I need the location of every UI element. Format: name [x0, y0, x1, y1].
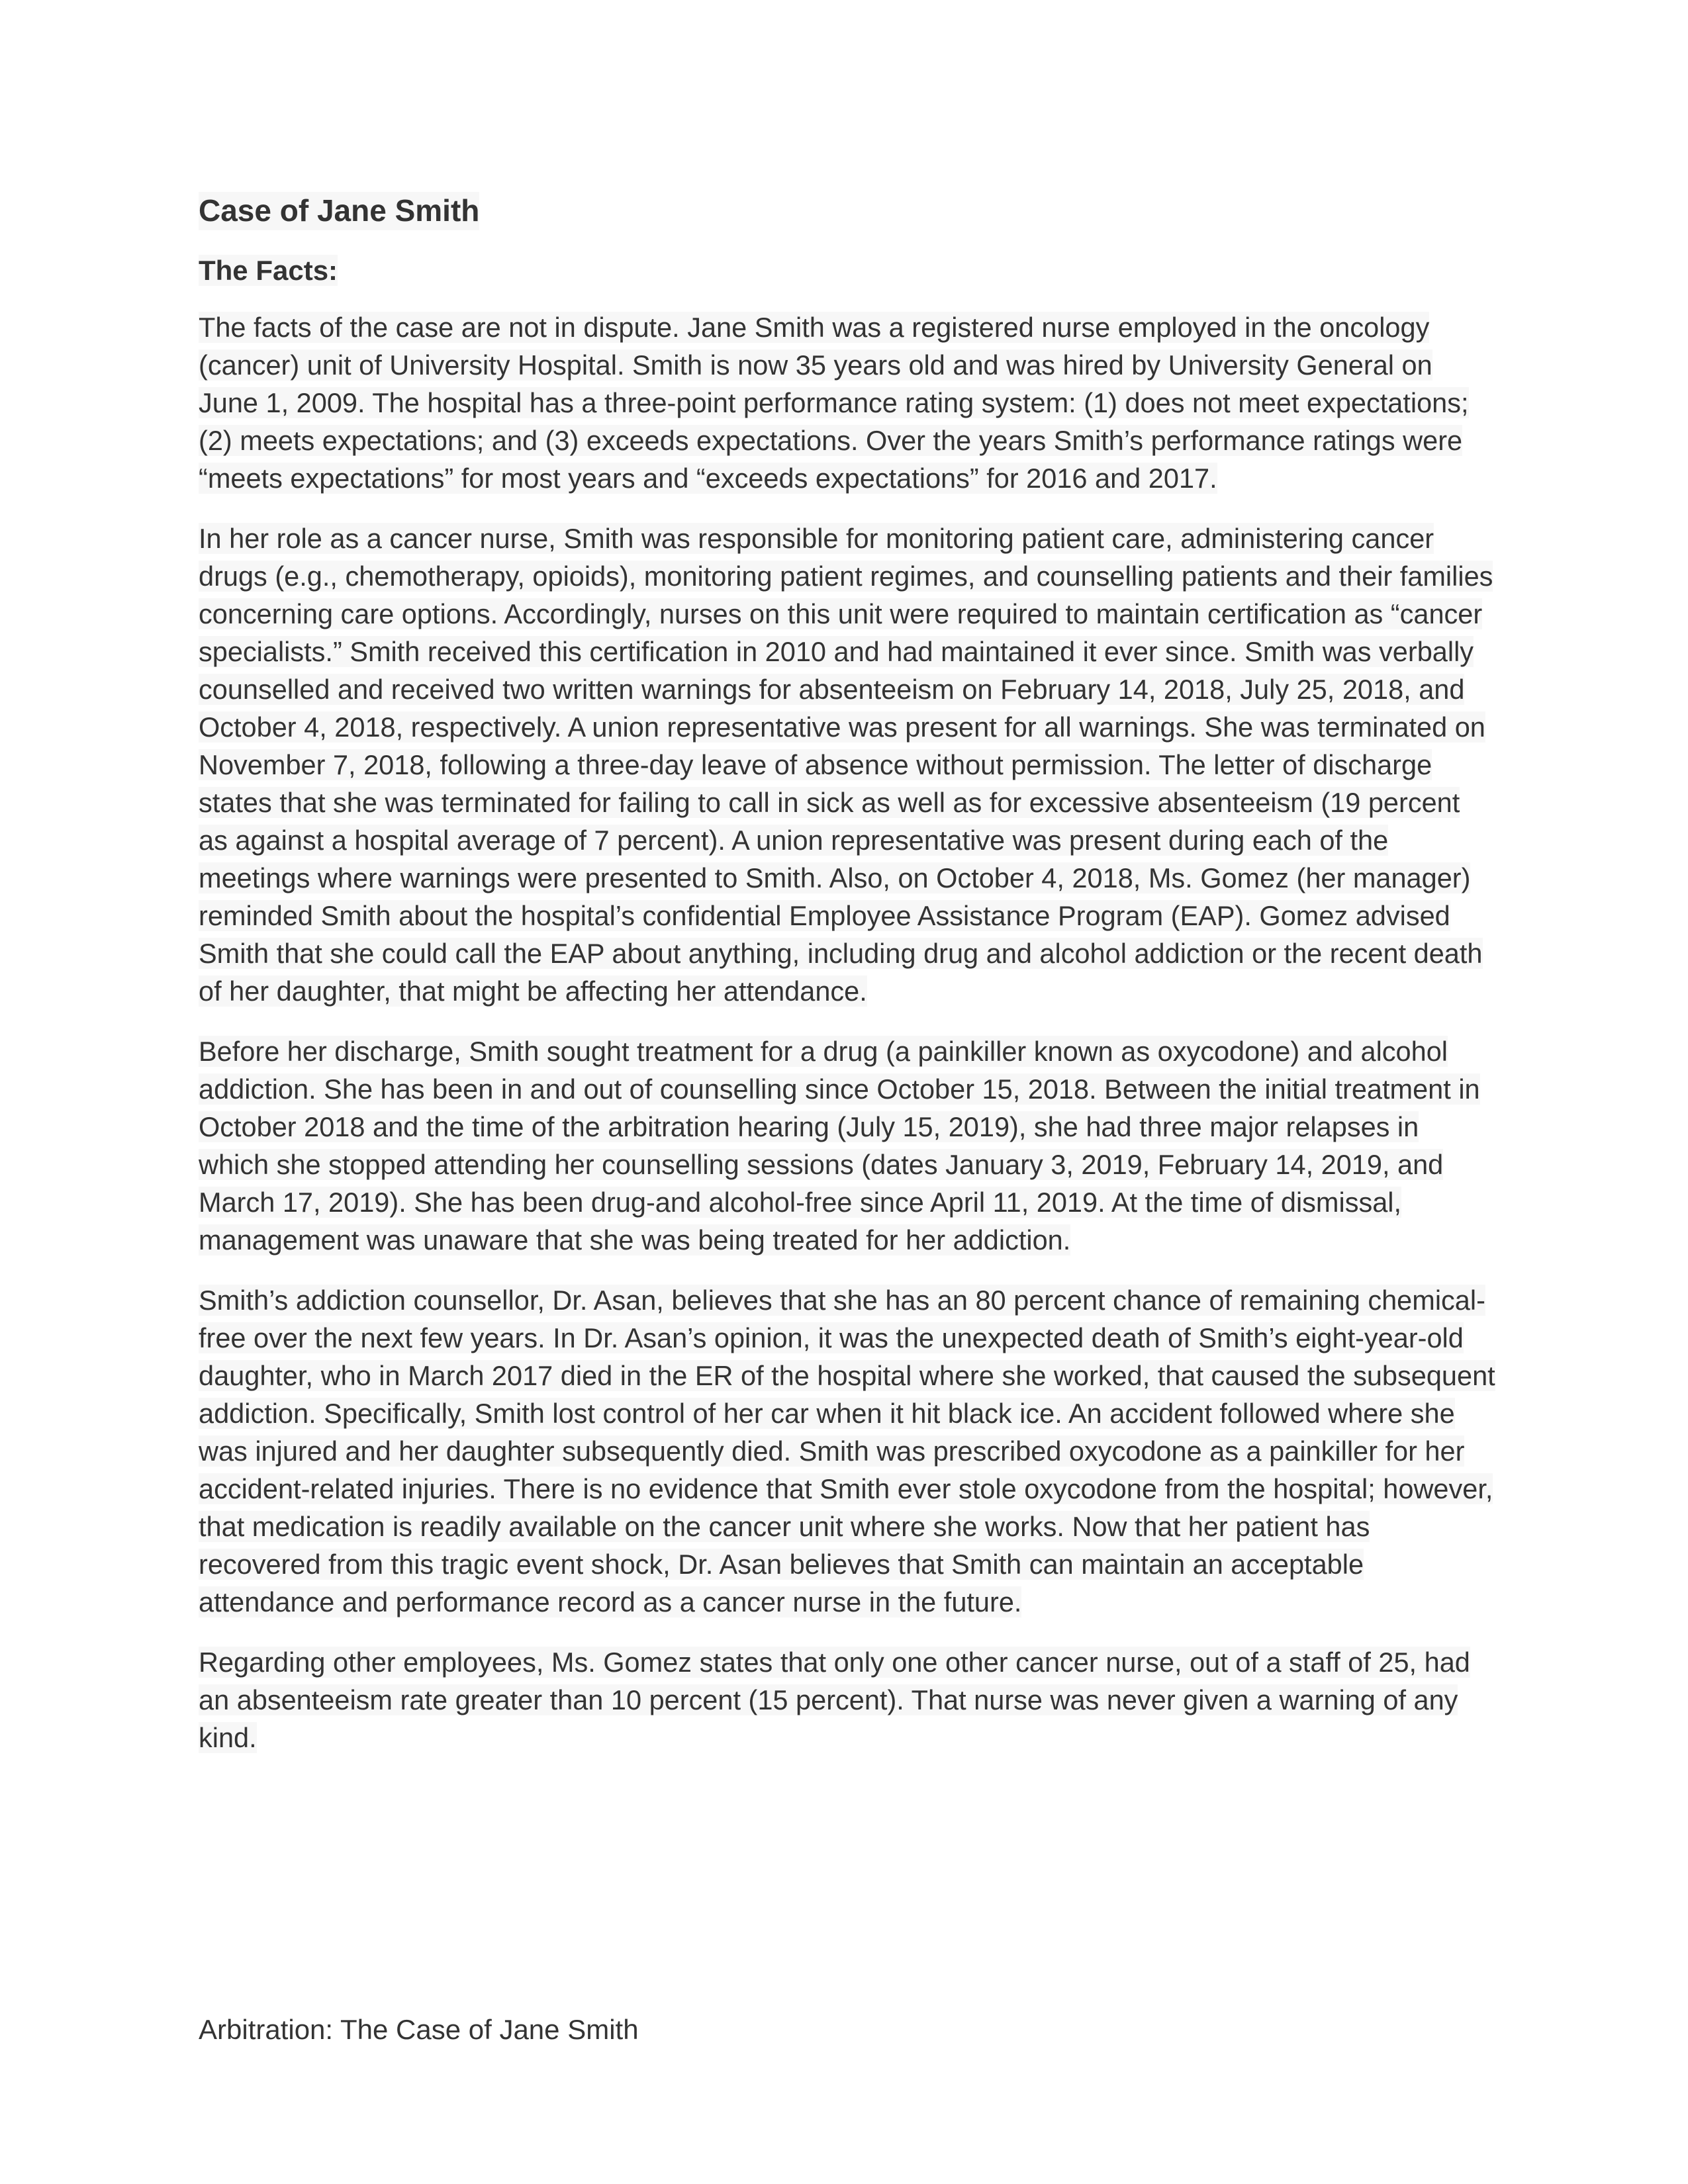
- section-heading: [199, 253, 1496, 289]
- paragraph-2-text: In her role as a cancer nurse, Smith was responsible for monitoring patient care, administering cancer drugs (e.g., chemotherapy, opioids), monitoring patient regimes, and counselling patients and their families concerning care options. Accordingly, nurses on this unit were required to maintain certification as “cancer specialists.” Smith received this certification in 2010 and had maintained it ever since. Smith was verbally counselled and received two written warnings for absenteeism on February 14, 2018, July 25, 2018, and October 4, 2018, respectively. A union representative was present for all warnings. She was terminated on November 7, 2018, following a three-day leave of absence without permission. The letter of discharge states that she was terminated for failing to call in sick as well as for excessive absenteeism (19 percent as against a hospital average of 7 percent). A union representative was present during each of the meetings where warnings were presented to Smith. Also, on October 4, 2018, Ms. Gomez (her manager) reminded Smith about the hospital’s confidential Employee Assistance Program (EAP). Gomez advised Smith that she could call the EAP about anything, including drug and alcohol addiction or the recent death of her daughter, that might be affecting her attendance.: [199, 523, 1493, 1007]
- section-heading-text: The Facts:: [199, 254, 338, 286]
- paragraph-4: [199, 1281, 1496, 1621]
- paragraph-1: [199, 308, 1496, 497]
- page-footer: Arbitration: The Case of Jane Smith: [199, 2014, 639, 2045]
- paragraph-3: [199, 1032, 1496, 1259]
- document-body: [199, 192, 1496, 1779]
- paragraph-4-text: Smith’s addiction counsellor, Dr. Asan, believes that she has an 80 percent chance of remaining chemical-free over the next few years. In Dr. Asan’s opinion, it was the unexpected death of Smith’s eight-year-old daughter, who in March 2017 died in the ER of the hospital where she worked, that caused the subsequent addiction. Specifically, Smith lost control of her car when it hit black ice. An accident followed where she was injured and her daughter subsequently died. Smith was prescribed oxycodone as a painkiller for her accident-related injuries. There is no evidence that Smith ever stole oxycodone from the hospital; however, that medication is readily available on the cancer unit where she works. Now that her patient has recovered from this tragic event shock, Dr. Asan believes that Smith can maintain an acceptable attendance and performance record as a cancer nurse in the future.: [199, 1285, 1495, 1618]
- paragraph-1-text: The facts of the case are not in dispute. Jane Smith was a registered nurse employed in the oncology (cancer) unit of University Hospital. Smith is now 35 years old and was hired by University General on June 1, 2009. The hospital has a three-point performance rating system: (1) does not meet expectations; (2) meets expectations; and (3) exceeds expectations. Over the years Smith’s performance ratings were “meets expectations” for most years and “exceeds expectations” for 2016 and 2017.: [199, 312, 1469, 494]
- paragraph-3-text: Before her discharge, Smith sought treatment for a drug (a painkiller known as oxycodone) and alcohol addiction. She has been in and out of counselling since October 15, 2018. Between the initial treatment in October 2018 and the time of the arbitration hearing (July 15, 2019), she had three major relapses in which she stopped attending her counselling sessions (dates January 3, 2019, February 14, 2019, and March 17, 2019). She has been drug-and alcohol-free since April 11, 2019. At the time of dismissal, management was unaware that she was being treated for her addiction.: [199, 1036, 1480, 1256]
- paragraph-2: [199, 520, 1496, 1010]
- paragraph-5-text: Regarding other employees, Ms. Gomez states that only one other cancer nurse, out of a staff of 25, had an absenteeism rate greater than 10 percent (15 percent). That nurse was never given a warning of any kind.: [199, 1647, 1470, 1754]
- page-title: Case of Jane Smith: [199, 192, 479, 230]
- paragraph-5: [199, 1643, 1496, 1756]
